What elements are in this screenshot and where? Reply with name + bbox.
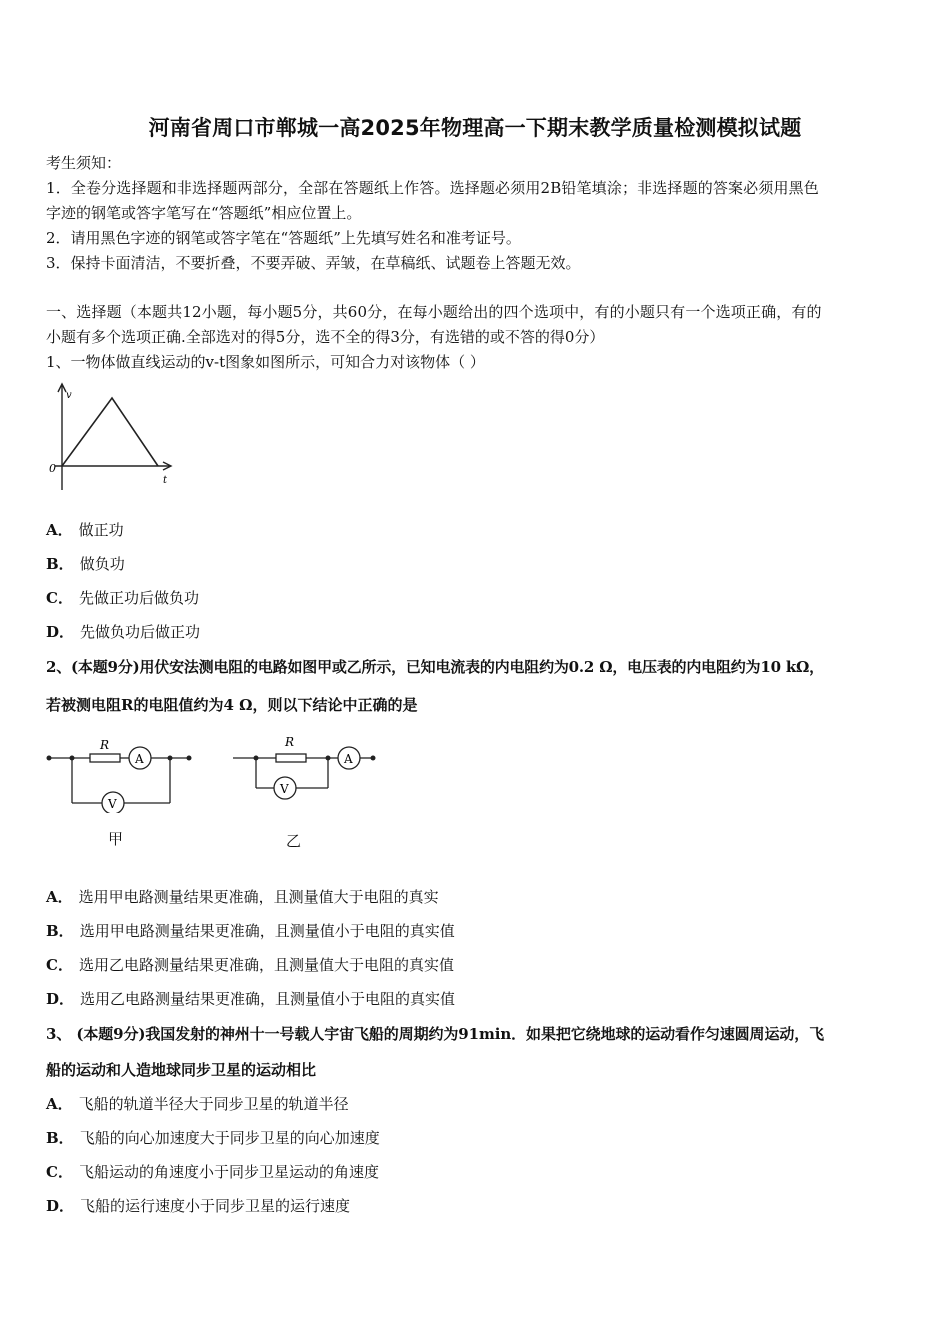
notice-item-2: 2．请用黑色字迹的钢笔或答字笔在“答题纸”上先填写姓名和准考证号。 [46,229,521,247]
label-yi: 乙 [286,832,302,850]
q1-vt-graph [46,380,181,495]
page-title: 河南省周口市郸城一高2025年物理高一下期末教学质量检测模拟试题 [148,116,802,140]
q1-option-a: A． 做正功 [46,521,124,539]
vt-line [62,398,158,466]
notice-item-3: 3．保持卡面清洁，不要折叠，不要弄破、弄皱，在草稿纸、试题卷上答题无效。 [46,254,581,272]
q2-option-a: A． 选用甲电路测量结果更准确，且测量值大于电阻的真实 [46,888,439,906]
q3-option-c: C． 飞船运动的角速度小于同步卫星运动的角速度 [46,1163,379,1181]
q1-stem: 1、一物体做直线运动的v-t图象如图所示，可知合力对该物体（ ） [46,353,485,371]
ammeter-label: A [344,752,353,766]
q3-option-d: D． 飞船的运行速度小于同步卫星的运行速度 [46,1197,351,1215]
section-heading: 一、选择题（本题共12小题，每小题5分，共60分，在每小题给出的四个选项中，有的小题只有一个选项正确，有的 [46,303,822,321]
notice-item-1-cont: 字迹的钢笔或答字笔写在“答题纸”相应位置上。 [46,204,362,222]
q1-option-b: B． 做负功 [46,555,125,573]
t-axis-label: t [163,475,168,486]
q3-option-a: A． 飞船的轨道半径大于同步卫星的轨道半径 [46,1095,349,1113]
q2-stem: 2、(本题9分)用伏安法测电阻的电路如图甲或乙所示，已知电流表的内电阻约为0.2 Ω，电压表的内电阻约为10 kΩ， [46,658,824,676]
q2-stem-cont: 若被测电阻R的电阻值约为4 Ω，则以下结论中正确的是 [46,696,418,714]
circuit-yi [228,733,378,813]
q2-option-b: B． 选用甲电路测量结果更准确，且测量值小于电阻的真实值 [46,922,455,940]
voltmeter-label: V [108,797,117,811]
q3-option-b: B． 飞船的向心加速度大于同步卫星的向心加速度 [46,1129,380,1147]
q1-option-c: C． 先做正功后做负功 [46,589,199,607]
v-axis-label: v [66,390,72,401]
circuit-jia [44,733,194,813]
ammeter-label: A [135,752,144,766]
q2-option-d: D． 选用乙电路测量结果更准确，且测量值小于电阻的真实值 [46,990,456,1008]
notice-item-1: 1．全卷分选择题和非选择题两部分，全部在答题纸上作答。选择题必须用2B铅笔填涂；非选择题的答案必须用黑色 [46,179,819,197]
label-jia: 甲 [108,830,124,848]
resistor-r [90,754,120,762]
resistor-label: R [100,738,110,752]
notice-heading: 考生须知： [46,154,122,172]
voltmeter-label: V [280,782,289,796]
origin-label: 0 [49,462,56,475]
section-heading-cont: 小题有多个选项正确.全部选对的得5分，选不全的得3分，有选错的或不答的得0分） [46,328,605,346]
q2-option-c: C． 选用乙电路测量结果更准确，且测量值大于电阻的真实值 [46,956,454,974]
q1-option-d: D． 先做负功后做正功 [46,623,201,641]
q3-stem-cont: 船的运动和人造地球同步卫星的运动相比 [46,1061,317,1079]
resistor-label: R [285,735,295,749]
q3-stem: 3、 (本题9分)我国发射的神州十一号载人宇宙飞船的周期约为91min．如果把它绕地球的运动看作匀速圆周运动，飞 [46,1025,825,1043]
resistor-r [276,754,306,762]
